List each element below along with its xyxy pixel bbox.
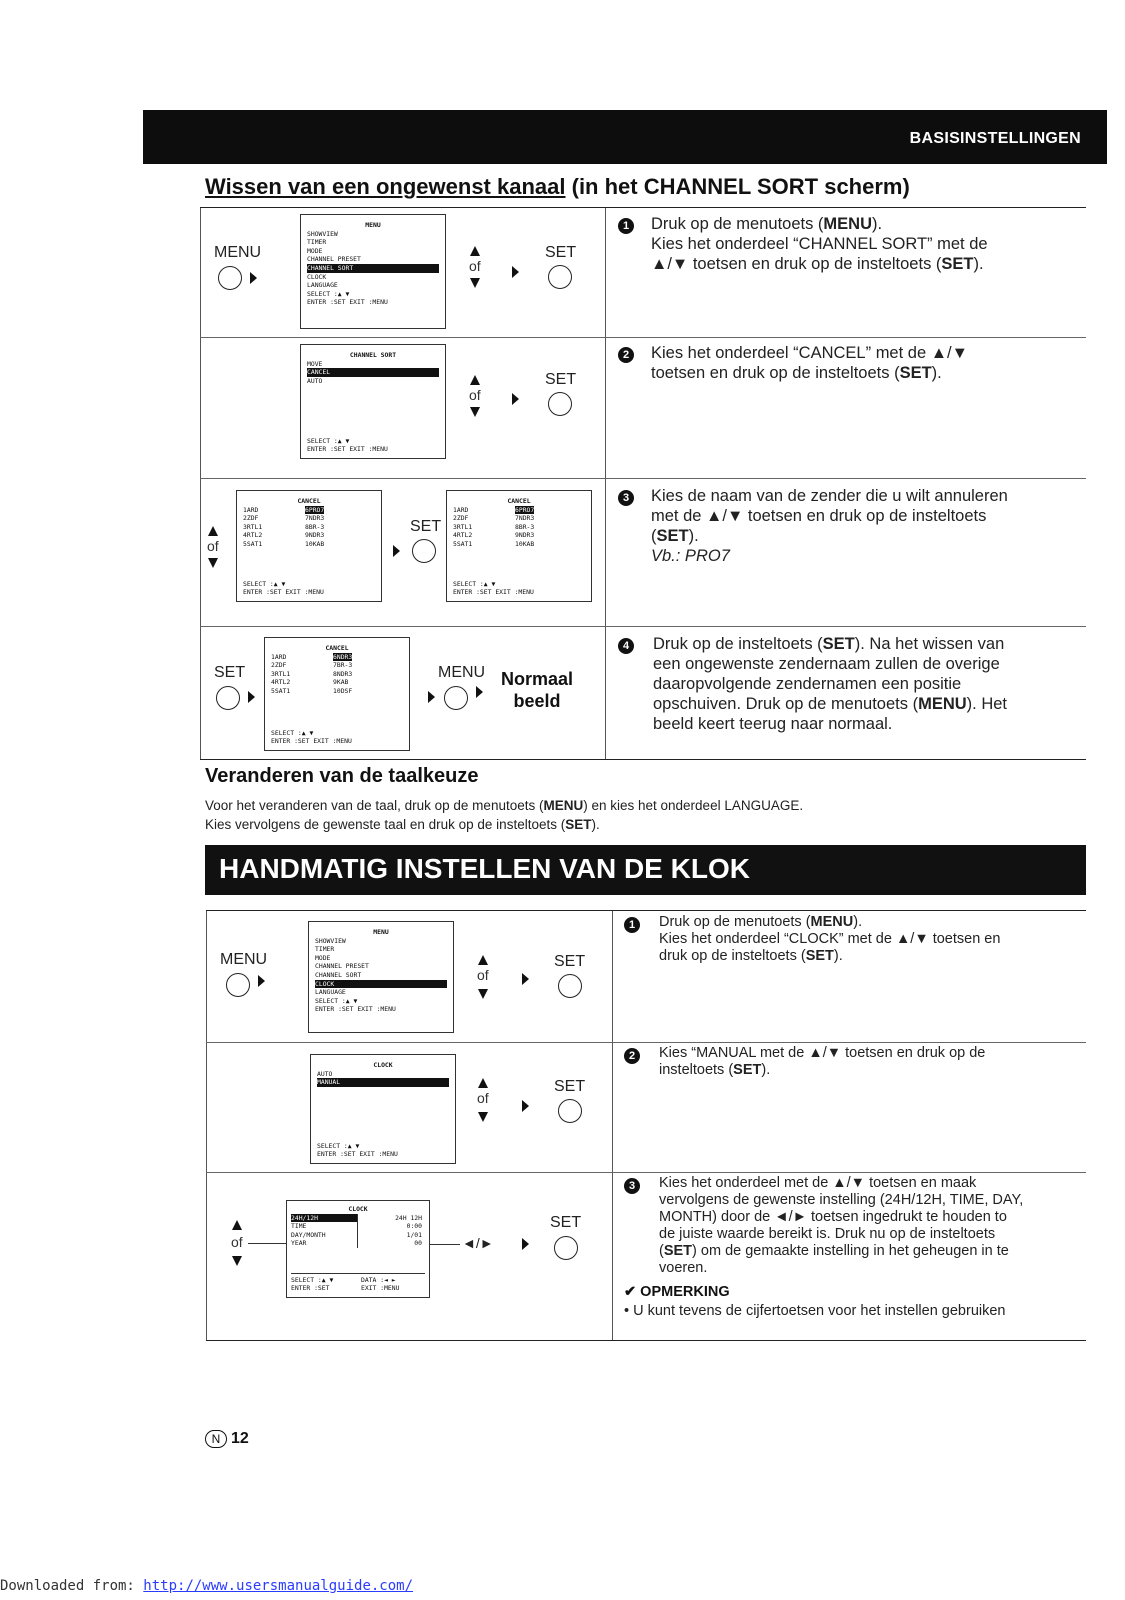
step-row-2 <box>200 337 1086 479</box>
set-key-label: SET <box>410 518 442 535</box>
clock-step-number-1: 1 <box>624 917 640 933</box>
clock-step-3-text: Kies het onderdeel met de ▲/▼ toetsen en maak vervolgens de gewenste instelling (24H/12H, TIME, DAY, MONTH) door de ◄/► toetsen ingedrukt te houden to de juiste waarde bereikt is. Druk nu op de insteltoets (SET) om de gemaakte instelling in het geheugen in te voeren. <box>659 1175 1024 1276</box>
download-footer <box>0 1578 413 1594</box>
set-key-label: SET <box>554 953 586 970</box>
set-key-label: SET <box>545 244 577 261</box>
clock-section-banner <box>205 845 1086 895</box>
footer-prefix: Downloaded from: <box>0 1578 144 1594</box>
menu-key-label: MENU <box>220 951 268 968</box>
section1-title <box>205 174 910 200</box>
section1-title-main: Wissen van een ongewenst kanaal <box>205 174 566 199</box>
note-title: ✔ OPMERKING <box>624 1284 730 1300</box>
menu-button-icon <box>444 686 468 710</box>
menu-button-icon <box>218 266 242 290</box>
set-button-icon <box>554 1236 578 1260</box>
step-row-1 <box>200 208 1086 338</box>
channel-sort-steps-table <box>200 207 1086 760</box>
step-4-text: Druk op de insteltoets (SET). Na het wissen van een ongewenste zendernaam zullen de overige daaropvolgende zendernamen een positie opschuiven. Druk op de menutoets (MENU). Het beeld keert teerug naar normaal. <box>653 635 1008 733</box>
arrow-right-icon <box>512 393 519 405</box>
step-number-2: 2 <box>618 347 634 363</box>
menu-button-icon <box>226 973 250 997</box>
up-arrow-icon <box>470 246 480 256</box>
normal-picture-label: Normaal beeld <box>500 669 574 711</box>
set-key-label: SET <box>554 1078 586 1095</box>
set-button-icon <box>548 265 572 289</box>
arrow-right-icon <box>512 266 519 278</box>
clock-step-number-2: 2 <box>624 1048 640 1064</box>
down-arrow-icon <box>470 278 480 288</box>
arrow-right-icon <box>258 975 265 987</box>
down-arrow-icon <box>208 558 218 568</box>
osd-menu-screen: MENU SHOWVIEW TIMER MODE CHANNEL PRESET CHANNEL SORT CLOCK LANGUAGE SELECT :▲ ▼ ENTER :SET EXIT :MENU <box>308 921 454 1033</box>
language-paragraph-1: Voor het veranderen van de taal, druk op de menutoets (MENU) en kies het onderdeel LANGUAGE. <box>205 798 804 813</box>
step-2-text: Kies het onderdeel “CANCEL” met de ▲/▼ toetsen en druk op de insteltoets (SET). <box>651 344 968 382</box>
set-key-label: SET <box>214 664 246 681</box>
set-button-icon <box>558 974 582 998</box>
of-label: of <box>477 1090 489 1106</box>
note-text: • U kunt tevens de cijfertoetsen voor het instellen gebruiken <box>624 1303 1006 1319</box>
left-right-keys-label: ◄/► <box>462 1235 494 1251</box>
up-arrow-icon <box>208 526 218 536</box>
region-badge: N <box>205 1430 227 1448</box>
osd-clock-screen: CLOCK AUTO MANUAL SELECT :▲ ▼ ENTER :SET EXIT :MENU <box>310 1054 456 1164</box>
up-arrow-icon <box>478 955 488 965</box>
page-number <box>205 1430 249 1448</box>
arrow-right-icon <box>250 272 257 284</box>
arrow-right-icon <box>522 973 529 985</box>
of-label: of <box>207 538 219 554</box>
clock-step-row-2 <box>206 1042 1086 1173</box>
footer-link[interactable]: http://www.usersmanualguide.com/ <box>143 1578 414 1594</box>
step-row-3 <box>200 478 1086 627</box>
menu-key-label: MENU <box>214 244 262 261</box>
section-header-label: BASISINSTELLINGEN <box>909 130 1081 147</box>
set-button-icon <box>558 1099 582 1123</box>
arrow-right-icon <box>393 545 400 557</box>
osd-clock-manual-screen: CLOCK 24H/12H TIME DAY/MONTH YEAR 24H 12H 0:00 1/01 00 SELECT :▲ ▼ ENTER :SET DATA :◄ ► EXIT :MENU <box>286 1200 430 1298</box>
language-paragraph-2: Kies vervolgens de gewenste taal en druk op de insteltoets (SET). <box>205 817 600 832</box>
set-button-icon <box>412 539 436 563</box>
arrow-right-icon <box>476 686 483 698</box>
down-arrow-icon <box>478 989 488 999</box>
clock-steps-table <box>206 910 1086 1341</box>
set-button-icon <box>216 686 240 710</box>
down-arrow-icon <box>478 1112 488 1122</box>
connector-line <box>248 1243 286 1244</box>
up-arrow-icon <box>478 1078 488 1088</box>
clock-step-2-text: Kies “MANUAL met de ▲/▼ toetsen en druk op de insteltoets (SET). <box>659 1045 986 1078</box>
osd-channel-sort-screen: CHANNEL SORT MOVE CANCEL AUTO SELECT :▲ ▼ ENTER :SET EXIT :MENU <box>300 344 446 459</box>
osd-cancel-screen-before: CANCEL 1ARD 2ZDF 3RTL1 4RTL2 5SAT1 6PRO7 7NDR3 8BR-3 9NDR3 10KAB SELECT :▲ ▼ ENTER :SET EXIT :MENU <box>236 490 382 602</box>
arrow-right-icon <box>522 1100 529 1112</box>
down-arrow-icon <box>470 407 480 417</box>
section-header-bar <box>143 110 1107 164</box>
down-arrow-icon <box>232 1256 242 1266</box>
step-number-3: 3 <box>618 490 634 506</box>
up-arrow-icon <box>470 375 480 385</box>
clock-step-number-3: 3 <box>624 1178 640 1194</box>
menu-key-label: MENU <box>438 664 486 681</box>
clock-section-title: HANDMATIG INSTELLEN VAN DE KLOK <box>219 853 750 884</box>
language-section-title: Veranderen van de taalkeuze <box>205 765 479 787</box>
step-3-text: Kies de naam van de zender die u wilt annuleren met de ▲/▼ toetsen en druk op de insteltoets (SET). Vb.: PRO7 <box>651 487 1008 565</box>
step-number-1: 1 <box>618 218 634 234</box>
of-label: of <box>469 387 481 403</box>
connector-line <box>430 1244 460 1245</box>
clock-step-row-3 <box>206 1172 1086 1340</box>
osd-menu-screen: MENU SHOWVIEW TIMER MODE CHANNEL PRESET CHANNEL SORT CLOCK LANGUAGE SELECT :▲ ▼ ENTER :SET EXIT :MENU <box>300 214 446 329</box>
arrow-right-icon <box>248 691 255 703</box>
set-key-label: SET <box>550 1214 582 1231</box>
step-number-4: 4 <box>618 638 634 654</box>
of-label: of <box>469 258 481 274</box>
clock-step-1-text: Druk op de menutoets (MENU). Kies het onderdeel “CLOCK” met de ▲/▼ toetsen en druk op de insteltoets (SET). <box>659 914 1001 964</box>
clock-step-row-1 <box>206 911 1086 1043</box>
of-label: of <box>477 967 489 983</box>
arrow-right-icon <box>428 691 435 703</box>
arrow-right-icon <box>522 1238 529 1250</box>
up-arrow-icon <box>232 1220 242 1230</box>
step-row-4 <box>200 626 1086 759</box>
page-number-value: 12 <box>231 1430 249 1448</box>
osd-cancel-screen-selected: CANCEL 1ARD 2ZDF 3RTL1 4RTL2 5SAT1 6PRO7 7NDR3 8BR-3 9NDR3 10KAB SELECT :▲ ▼ ENTER :SET EXIT :MENU <box>446 490 592 602</box>
of-label: of <box>231 1234 243 1250</box>
step-1-text: Druk op de menutoets (MENU). Kies het onderdeel “CHANNEL SORT” met de ▲/▼ toetsen en druk op de insteltoets (SET). <box>651 215 988 273</box>
section1-title-sub: (in het CHANNEL SORT scherm) <box>565 174 910 199</box>
set-button-icon <box>548 392 572 416</box>
osd-cancel-screen-after: CANCEL 1ARD 2ZDF 3RTL1 4RTL2 5SAT1 6NDR3 7BR-3 8NDR3 9KAB 10DSF SELECT :▲ ▼ ENTER :SET EXIT :MENU <box>264 637 410 751</box>
set-key-label: SET <box>545 371 577 388</box>
